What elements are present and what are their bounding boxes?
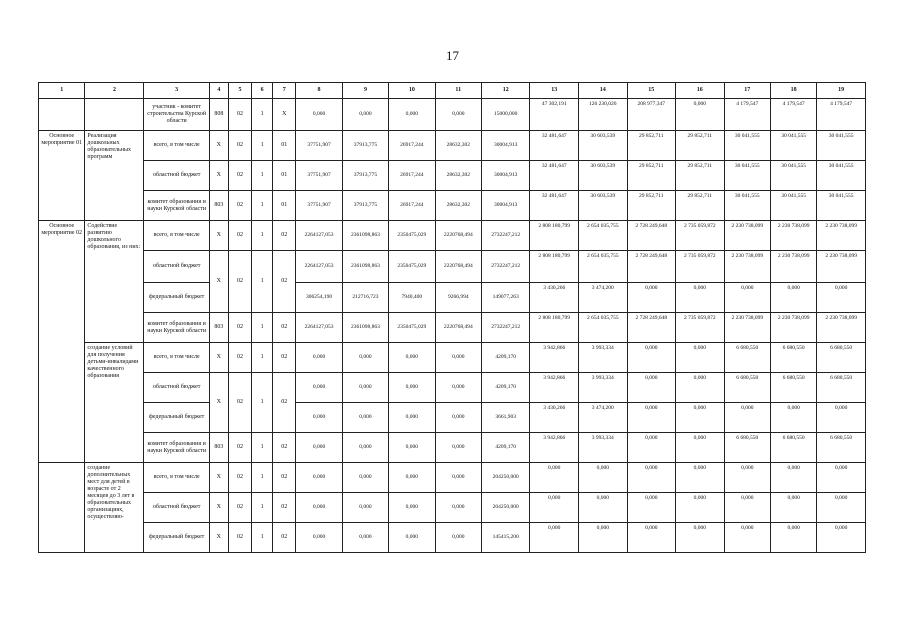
funding-source-cell: всего, в том числе [144,343,209,373]
amount-cell: 2220768,494 [435,221,481,251]
funding-source-cell: федеральный бюджет [144,523,209,553]
amount-cell: 3 942,866 [530,433,579,463]
code-cell: 02 [228,221,251,251]
amount-cell: 30 041,555 [817,161,866,191]
code-cell: 1 [252,99,273,131]
amount-cell: 0,000 [770,493,816,523]
amount-cell: 2 735 059,872 [676,313,725,343]
code-cell: X [209,343,228,373]
amount-cell: 6 680,550 [770,433,816,463]
table-row [39,433,866,463]
amount-cell: 0,000 [435,343,481,373]
code-cell: 02 [273,463,296,493]
code-cell: X [209,251,228,313]
amount-cell: 2 230 738,099 [817,251,866,283]
amount-cell: 37913,775 [342,161,388,191]
header-cell: 7 [273,83,296,99]
amount-cell: 7940,400 [389,283,435,313]
amount-cell: 6 680,550 [770,343,816,373]
amount-cell: 0,000 [676,463,725,493]
amount-cell: 6 680,550 [724,343,770,373]
amount-cell: 0,000 [627,283,676,313]
code-cell: 02 [273,373,296,433]
funding-source-cell: комитет образования и науки Курской области [144,433,209,463]
code-cell: 02 [273,523,296,553]
code-cell: 1 [252,373,273,433]
amount-cell: 4209,170 [481,373,530,403]
amount-cell: 0,000 [627,493,676,523]
amount-cell: 0,000 [296,433,342,463]
amount-cell: 0,000 [389,99,435,131]
code-cell: 02 [228,493,251,523]
amount-cell: 2 808 180,799 [530,313,579,343]
amount-cell: 0,000 [817,493,866,523]
table-row [39,373,866,403]
code-cell: 1 [252,343,273,373]
code-cell: 1 [252,523,273,553]
table-row [39,99,866,131]
header-cell: 17 [724,83,770,99]
amount-cell: 2 728 249,648 [627,221,676,251]
amount-cell: 0,000 [676,433,725,463]
code-cell: 1 [252,251,273,313]
amount-cell: 30 603,539 [579,161,628,191]
table-row [39,283,866,313]
program-cell: Содействие развитию дошкольного образования, из них: [85,221,144,343]
amount-cell: 0,000 [342,343,388,373]
amount-cell: 4 179,547 [770,99,816,131]
amount-cell: 15000,000 [481,99,530,131]
header-cell: 6 [252,83,273,99]
code-cell: 02 [228,433,251,463]
amount-cell: 145415,200 [481,523,530,553]
amount-cell: 30 041,555 [770,161,816,191]
amount-cell: 2 230 738,099 [817,221,866,251]
header-cell: 5 [228,83,251,99]
header-cell: 15 [627,83,676,99]
amount-cell: 0,000 [627,463,676,493]
amount-cell: 0,000 [342,373,388,403]
funding-source-cell: областной бюджет [144,493,209,523]
amount-cell: 0,000 [435,463,481,493]
amount-cell: 0,000 [389,433,435,463]
amount-cell: 2264127,053 [296,251,342,283]
amount-cell: 0,000 [676,283,725,313]
amount-cell: 0,000 [724,523,770,553]
amount-cell: 0,000 [817,403,866,433]
amount-cell: 29 852,711 [627,131,676,161]
code-cell: 02 [228,131,251,161]
amount-cell: 212716,723 [342,283,388,313]
program-cell: создание дополнительных мест для детей в возрасте от 2 месяцев до 3 лет в образовательных организациях, осуществляю- [85,463,144,553]
amount-cell: 0,000 [724,463,770,493]
amount-cell: 0,000 [676,343,725,373]
amount-cell: 0,000 [296,523,342,553]
amount-cell: 0,000 [435,493,481,523]
header-cell: 1 [39,83,85,99]
amount-cell: 2732247,212 [481,221,530,251]
funding-source-cell: областной бюджет [144,251,209,283]
amount-cell: 2 230 738,099 [770,221,816,251]
amount-cell: 37913,775 [342,131,388,161]
table-row [39,343,866,373]
amount-cell: 30 603,539 [579,131,628,161]
amount-cell: 6 680,550 [770,373,816,403]
header-cell: 16 [676,83,725,99]
amount-cell: 4 179,547 [817,99,866,131]
funding-source-cell: областной бюджет [144,161,209,191]
code-cell: 02 [228,373,251,433]
amount-cell: 0,000 [770,283,816,313]
amount-cell: 32 481,647 [530,191,579,221]
code-cell: X [273,99,296,131]
amount-cell: 0,000 [296,463,342,493]
amount-cell: 2 728 249,648 [627,313,676,343]
code-cell: 02 [228,523,251,553]
amount-cell: 0,000 [296,403,342,433]
code-cell: 1 [252,131,273,161]
header-cell: 19 [817,83,866,99]
amount-cell: 0,000 [342,99,388,131]
amount-cell: 0,000 [296,99,342,131]
amount-cell: 2 230 738,099 [724,251,770,283]
code-cell: 1 [252,221,273,251]
code-cell: 808 [209,99,228,131]
amount-cell: 37751,907 [296,131,342,161]
amount-cell: 0,000 [676,523,725,553]
amount-cell: 3 474,200 [579,403,628,433]
amount-cell: 26917,244 [389,161,435,191]
header-cell: 11 [435,83,481,99]
amount-cell: 30004,913 [481,131,530,161]
code-cell: X [209,373,228,433]
amount-cell: 0,000 [724,283,770,313]
amount-cell: 29 852,711 [627,191,676,221]
code-cell: X [209,493,228,523]
amount-cell: 0,000 [627,433,676,463]
amount-cell: 0,000 [296,373,342,403]
amount-cell: 0,000 [435,433,481,463]
amount-cell: 204250,000 [481,463,530,493]
code-cell: X [209,463,228,493]
amount-cell: 4209,170 [481,343,530,373]
funding-source-cell: всего, в том числе [144,463,209,493]
amount-cell: 30004,913 [481,191,530,221]
amount-cell: 2361098,863 [342,221,388,251]
amount-cell: 32 481,647 [530,161,579,191]
amount-cell: 29 852,711 [627,161,676,191]
amount-cell: 30 041,555 [724,131,770,161]
amount-cell: 28632,302 [435,161,481,191]
amount-cell: 0,000 [579,463,628,493]
amount-cell: 2 808 180,799 [530,251,579,283]
event-cell [39,463,85,553]
code-cell: 02 [273,313,296,343]
code-cell: 02 [228,343,251,373]
amount-cell: 4209,170 [481,433,530,463]
table-row [39,313,866,343]
amount-cell: 0,000 [627,523,676,553]
amount-cell: 3 993,334 [579,373,628,403]
amount-cell: 0,000 [389,463,435,493]
header-cell: 9 [342,83,388,99]
amount-cell: 2 230 738,099 [770,313,816,343]
amount-cell: 2350475,029 [389,221,435,251]
amount-cell: 2 654 035,755 [579,313,628,343]
header-cell: 4 [209,83,228,99]
header-cell: 12 [481,83,530,99]
event-cell: Основное мероприятие 01 [39,131,85,221]
code-cell: 1 [252,161,273,191]
amount-cell: 0,000 [435,373,481,403]
amount-cell: 6 680,550 [724,373,770,403]
amount-cell: 0,000 [627,403,676,433]
code-cell: 803 [209,313,228,343]
amount-cell: 29 852,711 [676,131,725,161]
amount-cell: 3 474,200 [579,283,628,313]
code-cell: 02 [228,463,251,493]
amount-cell: 0,000 [676,403,725,433]
amount-cell: 2 735 059,872 [676,221,725,251]
amount-cell: 0,000 [342,403,388,433]
header-cell: 14 [579,83,628,99]
amount-cell: 0,000 [627,373,676,403]
amount-cell: 29 852,711 [676,191,725,221]
header-cell: 13 [530,83,579,99]
amount-cell: 32 481,647 [530,131,579,161]
amount-cell: 26917,244 [389,191,435,221]
program-cell: Реализация дошкольных образовательных программ [85,131,144,221]
amount-cell: 0,000 [817,463,866,493]
amount-cell: 0,000 [435,99,481,131]
header-cell: 10 [389,83,435,99]
code-cell: 02 [228,251,251,313]
amount-cell: 2 654 035,755 [579,221,628,251]
amount-cell: 2361098,863 [342,251,388,283]
amount-cell: 3661,903 [481,403,530,433]
amount-cell: 2 230 738,099 [724,313,770,343]
table-row [39,403,866,433]
amount-cell: 6 680,550 [817,373,866,403]
amount-cell: 6 680,550 [817,433,866,463]
amount-cell: 204250,000 [481,493,530,523]
amount-cell: 0,000 [389,343,435,373]
amount-cell: 26917,244 [389,131,435,161]
amount-cell: 0,000 [817,523,866,553]
code-cell: 01 [273,131,296,161]
page-number: 17 [446,48,459,63]
amount-cell: 3 430,266 [530,283,579,313]
amount-cell: 30 041,555 [817,131,866,161]
amount-cell: 2 230 738,099 [724,221,770,251]
amount-cell: 0,000 [342,463,388,493]
amount-cell: 0,000 [770,523,816,553]
header-row [39,83,866,99]
code-cell: 02 [273,433,296,463]
amount-cell: 0,000 [676,373,725,403]
amount-cell: 126 230,026 [579,99,628,131]
code-cell: 01 [273,161,296,191]
program-cell: создание условий для получения детьми-инвалидами качественного образования [85,343,144,463]
amount-cell: 149077,263 [481,283,530,313]
amount-cell: 0,000 [770,463,816,493]
amount-cell: 0,000 [389,493,435,523]
amount-cell: 0,000 [676,99,725,131]
amount-cell: 0,000 [530,523,579,553]
code-cell: 02 [273,493,296,523]
amount-cell: 0,000 [435,523,481,553]
amount-cell: 2220768,494 [435,313,481,343]
amount-cell: 2 230 738,099 [817,313,866,343]
amount-cell: 28632,302 [435,191,481,221]
amount-cell: 0,000 [435,403,481,433]
amount-cell: 0,000 [342,523,388,553]
table-row [39,161,866,191]
amount-cell: 2 230 738,099 [770,251,816,283]
amount-cell: 0,000 [342,433,388,463]
code-cell: 02 [228,99,251,131]
amount-cell: 6 680,550 [724,433,770,463]
table-row [39,221,866,251]
header-cell: 8 [296,83,342,99]
amount-cell: 30004,913 [481,161,530,191]
amount-cell: 3 993,334 [579,433,628,463]
code-cell: 02 [273,221,296,251]
table-row [39,191,866,221]
amount-cell: 29 852,711 [676,161,725,191]
code-cell: X [209,161,228,191]
funding-source-cell: федеральный бюджет [144,283,209,313]
table-row [39,463,866,493]
amount-cell: 0,000 [817,283,866,313]
amount-cell: 30 041,555 [770,191,816,221]
amount-cell: 28632,302 [435,131,481,161]
funding-source-cell: комитет образования и науки Курской области [144,191,209,221]
amount-cell: 3 430,266 [530,403,579,433]
funding-source-cell: комитет образования и науки Курской области [144,313,209,343]
code-cell: 1 [252,191,273,221]
amount-cell: 47 302,191 [530,99,579,131]
table-row [39,131,866,161]
amount-cell: 4 179,547 [724,99,770,131]
code-cell: 1 [252,463,273,493]
amount-cell: 3 993,334 [579,343,628,373]
amount-cell: 0,000 [724,493,770,523]
amount-cell: 0,000 [342,493,388,523]
amount-cell: 30 041,555 [817,191,866,221]
amount-cell: 0,000 [530,493,579,523]
code-cell: 02 [228,313,251,343]
amount-cell: 2 728 249,648 [627,251,676,283]
amount-cell: 0,000 [296,343,342,373]
amount-cell: 30 603,539 [579,191,628,221]
code-cell: X [209,523,228,553]
budget-table [38,82,866,553]
amount-cell: 37751,907 [296,161,342,191]
header-cell: 3 [144,83,209,99]
event-cell: Основное мероприятие 02 [39,221,85,463]
code-cell: 1 [252,313,273,343]
amount-cell: 2264127,053 [296,221,342,251]
amount-cell: 2361098,863 [342,313,388,343]
code-cell: 01 [273,191,296,221]
amount-cell: 0,000 [389,373,435,403]
amount-cell: 306254,190 [296,283,342,313]
header-cell: 18 [770,83,816,99]
amount-cell: 0,000 [389,523,435,553]
funding-source-cell: федеральный бюджет [144,403,209,433]
amount-cell: 9266,994 [435,283,481,313]
code-cell: 1 [252,493,273,523]
code-cell: 02 [228,161,251,191]
code-cell: X [209,131,228,161]
header-cell: 2 [85,83,144,99]
amount-cell: 2 808 180,799 [530,221,579,251]
amount-cell: 2 735 059,872 [676,251,725,283]
funding-source-cell: областной бюджет [144,373,209,403]
amount-cell: 30 041,555 [770,131,816,161]
event-cell [39,99,85,131]
funding-source-cell: участник - комитет строительства Курской области [144,99,209,131]
amount-cell: 0,000 [296,493,342,523]
code-cell: 803 [209,433,228,463]
amount-cell: 37913,775 [342,191,388,221]
amount-cell: 2732247,212 [481,313,530,343]
amount-cell: 0,000 [627,343,676,373]
amount-cell: 3 942,866 [530,343,579,373]
amount-cell: 0,000 [389,403,435,433]
code-cell: 02 [228,191,251,221]
code-cell: 02 [273,251,296,313]
amount-cell: 30 041,555 [724,191,770,221]
code-cell: X [209,221,228,251]
table-row [39,493,866,523]
amount-cell: 0,000 [724,403,770,433]
amount-cell: 0,000 [579,493,628,523]
program-cell [85,99,144,131]
code-cell: 803 [209,191,228,221]
code-cell: 1 [252,433,273,463]
amount-cell: 2350475,029 [389,313,435,343]
amount-cell: 30 041,555 [724,161,770,191]
table-row [39,523,866,553]
amount-cell: 0,000 [770,403,816,433]
amount-cell: 0,000 [579,523,628,553]
table-row [39,251,866,283]
amount-cell: 3 942,866 [530,373,579,403]
amount-cell: 208 977,347 [627,99,676,131]
amount-cell: 0,000 [676,493,725,523]
funding-source-cell: всего, в том числе [144,131,209,161]
amount-cell: 2732247,212 [481,251,530,283]
code-cell: 02 [273,343,296,373]
amount-cell: 6 680,550 [817,343,866,373]
amount-cell: 2264127,053 [296,313,342,343]
amount-cell: 2 654 035,755 [579,251,628,283]
amount-cell: 2220768,494 [435,251,481,283]
amount-cell: 37751,907 [296,191,342,221]
amount-cell: 0,000 [530,463,579,493]
amount-cell: 2350475,029 [389,251,435,283]
funding-source-cell: всего, в том числе [144,221,209,251]
